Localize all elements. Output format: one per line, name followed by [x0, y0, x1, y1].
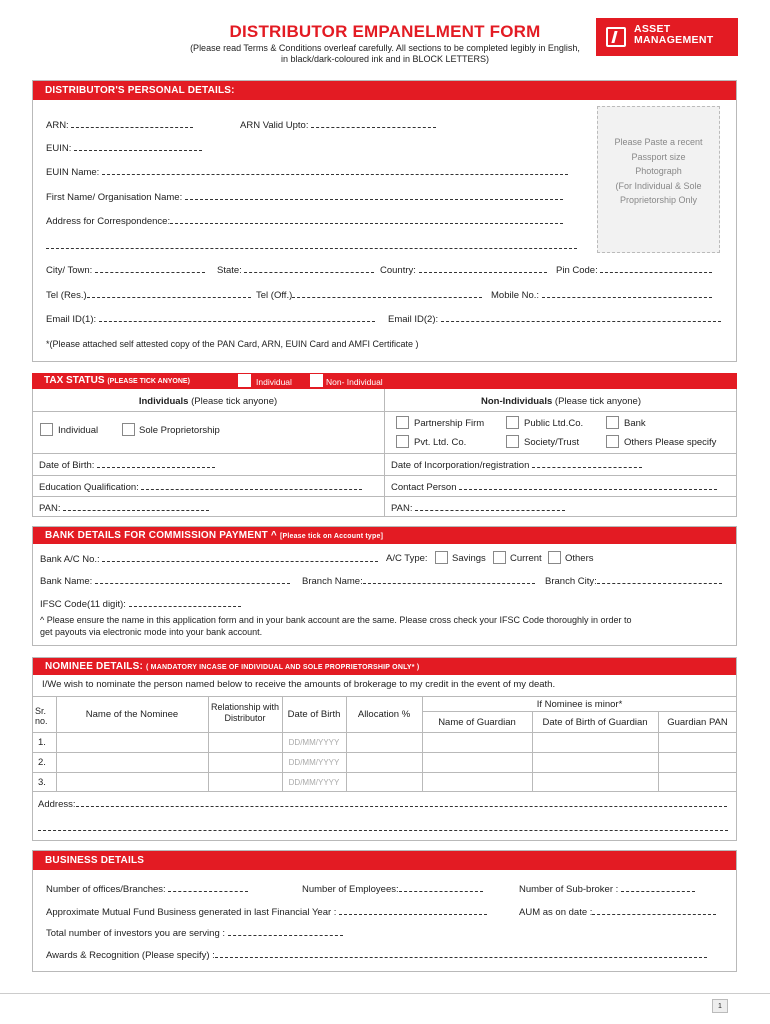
offices-label: Number of offices/Branches: [46, 884, 166, 895]
address-field-1[interactable] [170, 215, 563, 224]
euin-name-label: EUIN Name: [46, 167, 100, 178]
logo-mark-icon [606, 27, 626, 47]
individuals-heading: Individuals [138, 396, 189, 407]
photo-box[interactable] [597, 106, 720, 253]
society-trust-label: Society/Trust [524, 437, 580, 448]
employees-label: Number of Employees: [302, 884, 399, 895]
col-guardian-pan: Guardian PAN [667, 717, 728, 728]
country-label: Country: [380, 265, 416, 276]
nominee-row-2-dob-field[interactable]: DD/MM/YYYY [288, 758, 340, 767]
others-specify-label: Others Please specify [624, 437, 717, 448]
contact-person-field[interactable] [459, 481, 717, 490]
sole-proprietorship-checkbox[interactable] [122, 423, 135, 436]
bank-note-line-2: get payouts via electronic mode into your bank account. [40, 627, 263, 637]
photo-line-2: Passport size [631, 151, 686, 162]
nominee-row-3-dob-field[interactable]: DD/MM/YYYY [288, 778, 340, 787]
page-number: 1 [712, 999, 728, 1013]
employees-field[interactable] [399, 883, 483, 892]
nominee-address-label: Address: [38, 799, 76, 810]
savings-label: Savings [452, 553, 486, 564]
education-label: Education Qualification: [39, 482, 139, 493]
first-name-label: First Name/ Organisation Name: [46, 192, 183, 203]
nominee-row-1-dob-field[interactable]: DD/MM/YYYY [288, 738, 340, 747]
logo-line-2: MANAGEMENT [634, 34, 714, 46]
tel-res-field[interactable] [87, 289, 251, 298]
arn-label: ARN: [46, 120, 69, 131]
bank-acno-field[interactable] [102, 553, 378, 562]
individuals-heading-note: (Please tick anyone) [191, 396, 278, 407]
euin-field[interactable] [74, 142, 202, 151]
current-checkbox[interactable] [493, 551, 506, 564]
photo-line-4: (For Individual & Sole [615, 180, 702, 191]
branch-city-label: Branch City: [545, 576, 597, 587]
city-label: City/ Town: [46, 265, 93, 276]
logo-line-1: ASSET [634, 23, 671, 35]
address-field-2[interactable] [46, 240, 577, 249]
tax-individual-checkbox[interactable] [238, 374, 251, 387]
aum-label: AUM as on date : [519, 907, 593, 918]
country-field[interactable] [419, 264, 547, 273]
tel-off-label: Tel (Off.) [256, 290, 293, 301]
email1-field[interactable] [99, 313, 375, 322]
photo-line-3: Photograph [635, 166, 682, 176]
address-label: Address for Correspondence: [46, 216, 171, 227]
ac-type-label: A/C Type: [386, 553, 428, 564]
pan-individual-label: PAN: [39, 503, 61, 514]
col-nominee-name: Name of the Nominee [85, 709, 179, 720]
contact-person-label: Contact Person [391, 482, 457, 493]
pan-non-individual-label: PAN: [391, 503, 413, 514]
col-date-of-birth: Date of Birth [287, 709, 341, 720]
savings-checkbox[interactable] [435, 551, 448, 564]
public-ltd-checkbox[interactable] [506, 416, 519, 429]
col-sr: Sr. no. [35, 706, 48, 726]
euin-label: EUIN: [46, 143, 72, 154]
awards-label: Awards & Recognition (Please specify) : [46, 950, 215, 961]
pan-individual-field[interactable] [63, 502, 209, 511]
tax-individual-option: Individual [256, 377, 292, 387]
subbroker-field[interactable] [621, 883, 695, 892]
nominee-address-field-1[interactable] [76, 798, 727, 807]
bank-name-field[interactable] [95, 575, 290, 584]
non-individuals-heading-note: (Please tick anyone) [554, 396, 641, 407]
tel-off-field[interactable] [292, 289, 482, 298]
investors-label: Total number of investors you are serving : [46, 928, 226, 939]
tax-non-individual-checkbox[interactable] [310, 374, 323, 387]
tax-status-heading: TAX STATUS [44, 375, 105, 386]
email1-label: Email ID(1): [46, 314, 97, 325]
bank-acno-label: Bank A/C No.: [40, 554, 100, 565]
personal-details-heading: DISTRIBUTOR'S PERSONAL DETAILS: [33, 81, 736, 100]
ifsc-field[interactable] [129, 598, 241, 607]
education-field[interactable] [141, 481, 362, 490]
state-label: State: [217, 265, 242, 276]
col-guardian-dob: Date of Birth of Guardian [542, 717, 648, 728]
bank-details-heading: BANK DETAILS FOR COMMISSION PAYMENT ^ [45, 530, 277, 541]
pin-field[interactable] [600, 264, 712, 273]
instructions-line-1: (Please read Terms & Conditions overleaf carefully. All sections to be completed legibly in English, [190, 43, 580, 53]
brand-logo [596, 18, 738, 56]
public-ltd-label: Public Ltd.Co. [524, 418, 584, 429]
nominee-address-field-2[interactable] [38, 822, 728, 831]
footer-divider [0, 993, 770, 994]
individual-checkbox[interactable] [40, 423, 53, 436]
awards-field[interactable] [215, 949, 707, 958]
partnership-firm-label: Partnership Firm [414, 418, 485, 429]
current-label: Current [510, 553, 542, 564]
photo-line-5: Proprietorship Only [619, 195, 698, 205]
others-account-checkbox[interactable] [548, 551, 561, 564]
pin-label: Pin Code: [556, 265, 598, 276]
branch-name-label: Branch Name: [302, 576, 363, 587]
bank-note-line-1: ^ Please ensure the name in this application form and in your bank account are the same. Please cross check your IFSC Code thoroughly in order to [40, 615, 632, 625]
branch-city-field[interactable] [597, 575, 722, 584]
partnership-firm-checkbox[interactable] [396, 416, 409, 429]
pvt-ltd-checkbox[interactable] [396, 435, 409, 448]
dob-field[interactable] [97, 459, 215, 468]
nominee-row-3-number: 3. [38, 777, 46, 788]
doi-label: Date of Incorporation/registration [391, 460, 530, 471]
individual-label: Individual [58, 425, 99, 436]
email2-field[interactable] [441, 313, 721, 322]
offices-field[interactable] [168, 883, 248, 892]
pan-non-individual-field[interactable] [415, 502, 565, 511]
city-field[interactable] [95, 264, 205, 273]
tax-non-individual-option: Non- Individual [326, 377, 383, 387]
bank-checkbox[interactable] [606, 416, 619, 429]
doi-field[interactable] [532, 459, 642, 468]
mobile-label: Mobile No.: [491, 290, 540, 301]
ifsc-label: IFSC Code(11 digit): [40, 599, 126, 610]
aum-field[interactable] [592, 906, 716, 915]
col-minor-header: If Nominee is minor* [536, 699, 623, 710]
bank-label: Bank [624, 418, 646, 429]
sole-proprietorship-label: Sole Proprietorship [139, 425, 220, 436]
arn-valid-label: ARN Valid Upto: [240, 120, 309, 131]
pvt-ltd-label: Pvt. Ltd. Co. [414, 437, 467, 448]
mf-business-label: Approximate Mutual Fund Business generated in last Financial Year : [46, 907, 337, 918]
email2-label: Email ID(2): [388, 314, 439, 325]
branch-name-field[interactable] [363, 575, 535, 584]
pan-attach-note: *(Please attached self attested copy of the PAN Card, ARN, EUIN Card and AMFI Certificate ) [46, 339, 419, 349]
nominee-row-1-number: 1. [38, 737, 46, 748]
instructions-line-2: in black/dark-coloured ink and in BLOCK LETTERS) [280, 54, 490, 64]
arn-valid-field[interactable] [311, 119, 436, 128]
investors-field[interactable] [228, 927, 343, 936]
bank-details-heading-small: [Please tick on Account type] [279, 533, 384, 540]
state-field[interactable] [244, 264, 374, 273]
nominee-intro: I/We wish to nominate the person named below to receive the amounts of brokerage to my credit in the event of my death. [42, 679, 556, 690]
col-allocation: Allocation % [357, 709, 411, 720]
form-title: DISTRIBUTOR EMPANELMENT FORM [229, 22, 541, 41]
business-details-heading: BUSINESS DETAILS [33, 851, 736, 870]
others-specify-checkbox[interactable] [606, 435, 619, 448]
arn-field[interactable] [71, 119, 193, 128]
photo-line-1: Please Paste a recent [614, 137, 703, 147]
col-relationship: Relationship with Distributor [210, 702, 280, 723]
non-individuals-heading: Non-Individuals [481, 396, 553, 407]
tax-status-heading-small: (PLEASE TICK ANYONE) [107, 378, 190, 385]
others-account-label: Others [565, 553, 594, 564]
subbroker-label: Number of Sub-broker : [519, 884, 619, 895]
nominee-heading: NOMINEE DETAILS: [45, 661, 144, 672]
tel-res-label: Tel (Res.) [46, 290, 87, 301]
mf-business-field[interactable] [339, 906, 487, 915]
nominee-row-2-number: 2. [38, 757, 46, 768]
dob-label: Date of Birth: [39, 460, 95, 471]
col-guardian-name: Name of Guardian [438, 717, 516, 728]
first-name-field[interactable] [185, 191, 563, 200]
society-trust-checkbox[interactable] [506, 435, 519, 448]
euin-name-field[interactable] [102, 166, 568, 175]
bank-name-label: Bank Name: [40, 576, 93, 587]
nominee-heading-small: ( MANDATORY INCASE OF INDIVIDUAL AND SOLE PROPRIETORSHIP ONLY* ) [146, 664, 420, 671]
mobile-field[interactable] [542, 289, 712, 298]
